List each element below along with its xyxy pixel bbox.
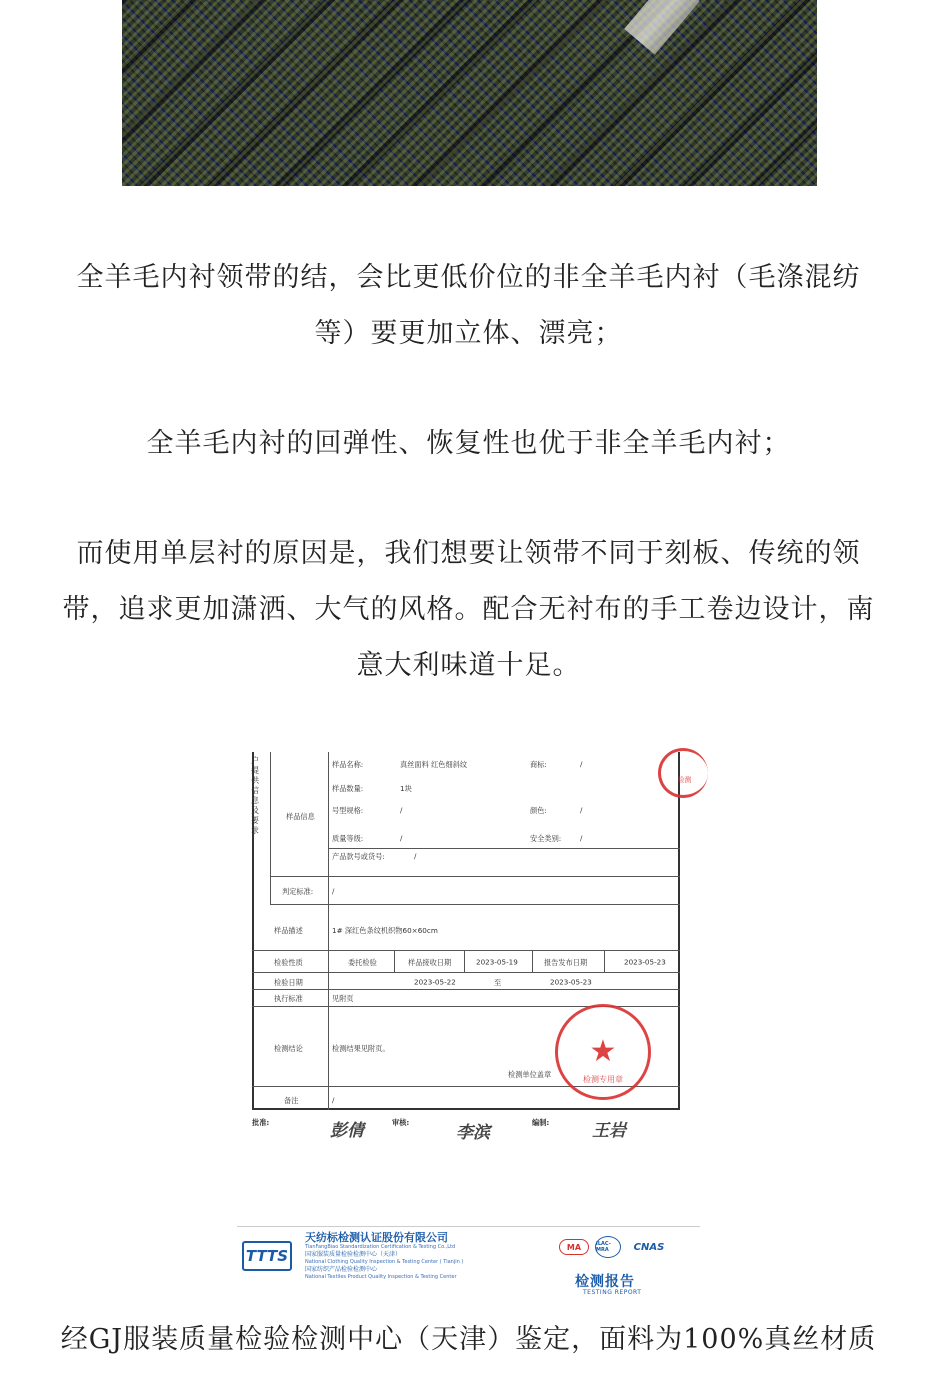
issue-label: 报告发布日期 xyxy=(544,958,588,967)
color-value: / xyxy=(580,806,583,815)
judge-label: 判定标准: xyxy=(282,887,314,896)
model-label: 产品款号或货号: xyxy=(332,852,385,861)
testing-report-document xyxy=(248,752,692,1143)
review-signature: 李滨 xyxy=(456,1123,490,1143)
date-label: 检验日期 xyxy=(274,978,303,987)
grid-line xyxy=(464,950,465,972)
center1-en: National Clothing Quality Inspection & Testing Center ( Tianjin ) xyxy=(305,1259,464,1265)
approve-signature: 彭倩 xyxy=(330,1121,364,1141)
date-to: 2023-05-23 xyxy=(550,978,592,987)
judge-value: / xyxy=(332,887,335,896)
grid-line xyxy=(604,950,605,972)
ilac-cert-icon: ILAC-MRA xyxy=(595,1236,621,1258)
desc-label: 样品描述 xyxy=(274,926,303,935)
company-name-en: TianFangBiao Standardization Certification & Testing Co.,Ltd xyxy=(305,1244,456,1250)
date-from: 2023-05-22 xyxy=(414,978,456,987)
grid-line xyxy=(270,876,680,877)
star-icon: ★ xyxy=(589,1034,617,1069)
grade-label: 质量等级: xyxy=(332,834,364,843)
recv-value: 2023-05-19 xyxy=(476,958,518,967)
safety-label: 安全类别: xyxy=(530,834,562,843)
approve-label: 批准: xyxy=(252,1118,270,1127)
report-subtitle: TESTING REPORT xyxy=(583,1289,642,1296)
testing-company-logo-strip xyxy=(237,1226,700,1298)
grid-line xyxy=(532,950,533,972)
center2-en: National Textiles Product Quality Inspection & Testing Center xyxy=(305,1274,457,1280)
issue-value: 2023-05-23 xyxy=(624,958,666,967)
remark-label: 备注 xyxy=(284,1096,299,1105)
grid-line xyxy=(270,904,680,905)
grid-line xyxy=(252,989,680,990)
paragraph-wool-lining-knot: 全羊毛内衬领带的结，会比更低价位的非全羊毛内衬（毛涤混纺等）要更加立体、漂亮； xyxy=(76,262,861,349)
date-to-sep: 至 xyxy=(494,978,502,987)
report-side-label: 户提供信息及要求 xyxy=(251,756,259,835)
center2-cn: 国家纺织产品检验检测中心 xyxy=(305,1266,378,1273)
fabric-weave-photo xyxy=(122,0,817,186)
spec-label: 号型规格: xyxy=(332,806,364,815)
grid-line xyxy=(252,972,680,973)
color-label: 颜色: xyxy=(530,806,547,815)
compile-signature: 王岩 xyxy=(592,1121,626,1141)
company-text-block xyxy=(305,1231,535,1281)
cnas-cert-icon: CNAS xyxy=(633,1241,665,1253)
grid-line xyxy=(328,848,680,849)
nature-value: 委托检验 xyxy=(348,958,377,967)
recv-label: 样品接收日期 xyxy=(408,958,452,967)
center1-cn: 国家服装质量检验检测中心（天津） xyxy=(305,1251,402,1258)
sample-qty-value: 1块 xyxy=(400,784,412,793)
paragraph-silk-certification: 经GJ服装质量检验检测中心（天津）鉴定，面料为100%真丝材质 xyxy=(60,1324,877,1355)
partial-seal-stamp xyxy=(658,748,708,798)
sample-name-label: 样品名称: xyxy=(332,760,364,769)
sample-qty-label: 样品数量: xyxy=(332,784,364,793)
grid-line xyxy=(328,752,329,1110)
conclusion-label: 检测结论 xyxy=(274,1044,303,1053)
seal-label: 检测单位盖章 xyxy=(508,1070,552,1079)
grid-line xyxy=(252,950,680,951)
model-value: / xyxy=(414,852,417,861)
remark-value: / xyxy=(332,1096,335,1105)
grade-value: / xyxy=(400,834,403,843)
desc-value: 1# 深红色条纹机织物60×60cm xyxy=(332,926,438,935)
sample-name-value: 真丝面料 红色细斜纹 xyxy=(400,760,468,769)
std-label: 执行标准 xyxy=(274,994,303,1003)
fabric-clip-highlight xyxy=(624,0,700,55)
report-title: 检测报告 xyxy=(575,1274,635,1290)
inspection-seal-stamp xyxy=(555,1004,651,1100)
ttts-logo: TTTS xyxy=(242,1241,292,1271)
trademark-value: / xyxy=(580,760,583,769)
safety-value: / xyxy=(580,834,583,843)
signature-row xyxy=(252,1116,682,1146)
nature-label: 检验性质 xyxy=(274,958,303,967)
paragraph-wool-resilience: 全羊毛内衬的回弹性、恢复性也优于非全羊毛内衬； xyxy=(146,428,791,459)
grid-line xyxy=(270,752,271,904)
paragraph-single-layer-reason: 而使用单层衬的原因是，我们想要让领带不同于刻板、传统的领带，追求更加潇洒、大气的风格。配合无衬布的手工卷边设计，南意大利味道十足。 xyxy=(62,538,875,681)
conclusion-value: 检测结果见附页。 xyxy=(332,1044,390,1053)
spec-value: / xyxy=(400,806,403,815)
trademark-label: 商标: xyxy=(530,760,547,769)
review-label: 审核: xyxy=(392,1118,410,1127)
stamp-text: 检测专用章 xyxy=(583,1075,623,1084)
sample-info-label: 样品信息 xyxy=(286,812,315,821)
grid-line xyxy=(394,950,395,972)
std-value: 见附页 xyxy=(332,994,354,1003)
compile-label: 编制: xyxy=(532,1118,550,1127)
company-name-cn: 天纺标检测认证股份有限公司 xyxy=(305,1231,448,1244)
stamp-top-text: 检测 xyxy=(677,776,692,784)
cma-cert-icon: MA xyxy=(559,1239,589,1255)
